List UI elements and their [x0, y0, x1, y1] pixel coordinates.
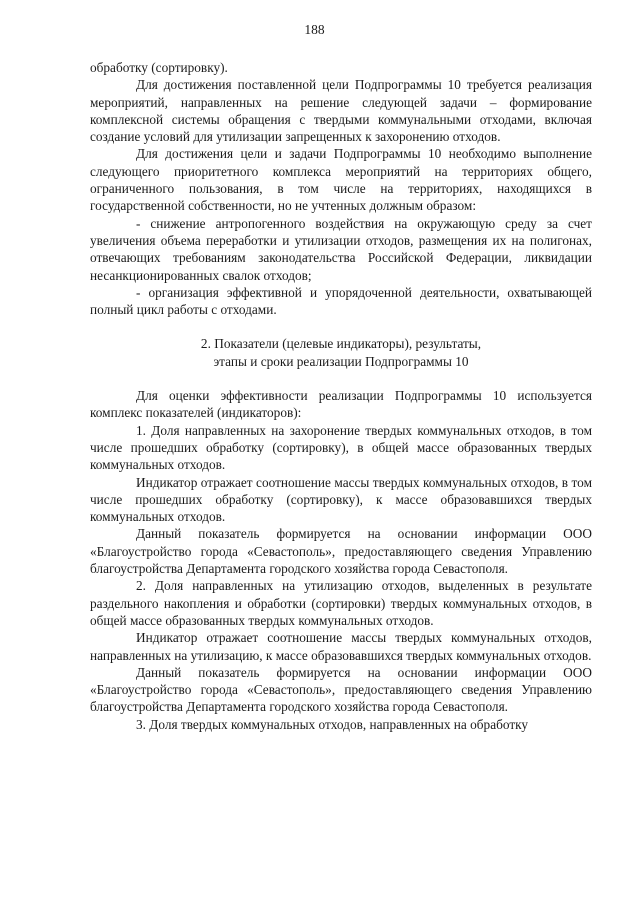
page-number: 188	[304, 22, 325, 37]
indicator-title: 1. Доля направленных на захоронение твердых коммунальных отходов, в том числе прошедших обработку (сортировку), в общей массе образованных твердых коммунальных отходов.	[90, 422, 592, 473]
paragraph: Для достижения поставленной цели Подпрограммы 10 требуется реализация мероприятий, направленных на решение следующей задачи – формирование комплексной системы обращения с твердыми коммунальными отходами, включая создание условий для утилизации запрещенных к захоронению отходов.	[90, 77, 592, 145]
paragraph: Данный показатель формируется на основании информации ООО «Благоустройство города «Севастополь», предоставляющего сведения Управлению благоустройства Департамента городского хозяйства города Севастополя.	[90, 526, 592, 577]
paragraph: Индикатор отражает соотношение массы твердых коммунальных отходов, направленных на утилизацию, к массе образовавшихся твердых коммунальных отходов.	[90, 630, 592, 663]
list-item: - организация эффективной и упорядоченной деятельности, охватывающей полный цикл работы с отходами.	[90, 284, 592, 318]
list-item: - снижение антропогенного воздействия на окружающую среду за счет увеличения объема переработки и утилизации отходов, размещения их на полигонах, отвечающих требованиям законодательства Российской Федерации, ликвидации несанкционированных свалок отходов;	[90, 215, 592, 283]
indicator-title: 3. Доля твердых коммунальных отходов, направленных на обработку	[136, 716, 529, 732]
paragraph: Для достижения цели и задачи Подпрограммы 10 необходимо выполнение следующего приоритетного комплекса мероприятий на территориях общего, ограниченного пользования, в том числе на территориях, находящихся в государственной собственности, но не учтенных должным образом:	[90, 146, 592, 214]
document-body	[90, 59, 592, 733]
paragraph: Данный показатель формируется на основании информации ООО «Благоустройство города «Севастополь», предоставляющего сведения Управлению благоустройства Департамента городского хозяйства города Севастополя.	[90, 664, 592, 715]
paragraph: Индикатор отражает соотношение массы твердых коммунальных отходов, в том числе прошедших обработку (сортировку), к массе образовавшихся твердых коммунальных отходов.	[90, 474, 592, 525]
section-heading-line-1: 2. Показатели (целевые индикаторы), результаты,	[200, 336, 482, 352]
indicator-title: 2. Доля направленных на утилизацию отходов, выделенных в результате раздельного накопления и обработки (сортировки) твердых коммунальных отходов, в общей массе образованных твердых коммунальных отходов.	[90, 578, 592, 628]
paragraph: обработку (сортировку).	[90, 60, 228, 75]
paragraph: Для оценки эффективности реализации Подпрограммы 10 используется комплекс показателей (индикаторов):	[90, 388, 592, 421]
section-heading-line-2: этапы и сроки реализации Подпрограммы 10	[213, 353, 469, 369]
